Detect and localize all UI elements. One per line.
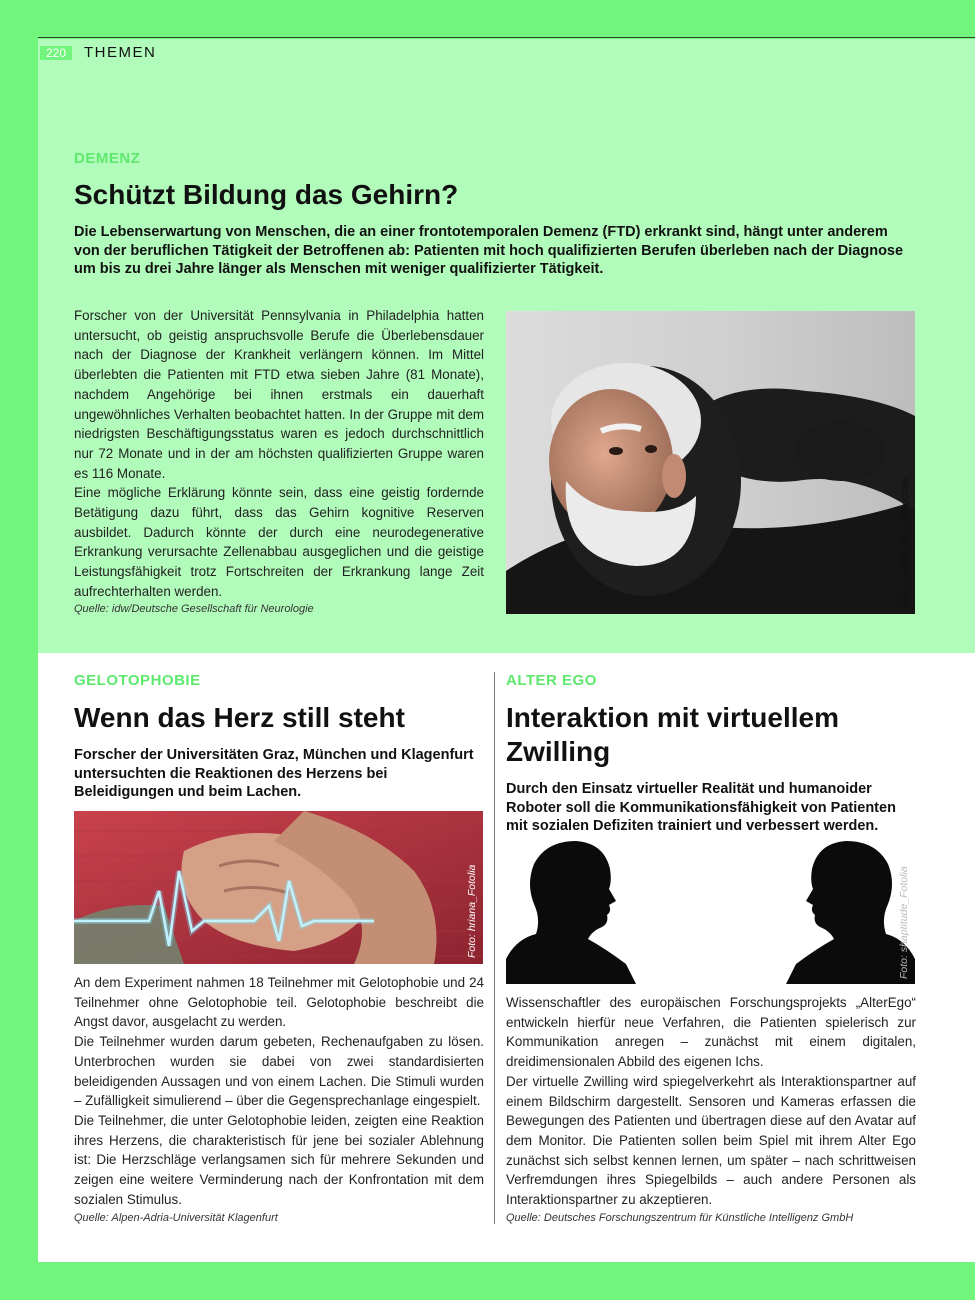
elderly-man-photo xyxy=(506,311,915,614)
body-paragraph: Eine mögliche Erklärung könnte sein, dass eine geistig fordernde Betätigung dazu führt, dass das Gehirn kognitive Reserven ausbildet. Dadurch könnte der durch eine neurodegenerative Erkrankung verursachte Zellenabbau ausgeglichen und die geistige Leistungsfähigkeit trotz Fortschreiten der Erkrankung lange Zeit aufrechterhalten werden. xyxy=(74,485,484,599)
article-kicker-alter-ego: ALTER EGO xyxy=(506,672,597,689)
article-body-alter-ego xyxy=(506,993,916,1210)
source-note-demenz: Quelle: idw/Deutsche Gesellschaft für Neurologie xyxy=(74,603,314,615)
article-lead-demenz: Die Lebenserwartung von Menschen, die an einer frontotemporalen Demenz (FTD) erkrankt sind, hängt unter anderem von der beruflichen Tätigkeit der Betroffenen ab: Patienten mit hoch qualifizierten Berufen überleben nach der Diagnose um bis zu drei Jahre länger als Menschen mit weniger qualifizierter Tätigkeit. xyxy=(74,224,904,277)
article-kicker-demenz: DEMENZ xyxy=(74,150,141,167)
silhouettes-photo xyxy=(506,839,915,984)
article-title-demenz: Schützt Bildung das Gehirn? xyxy=(74,179,459,210)
source-note-alter-ego: Quelle: Deutsches Forschungszentrum für Künstliche Intelligenz GmbH xyxy=(506,1212,854,1224)
column-divider xyxy=(494,672,495,1224)
article-title-alter-ego: Interaktion mit virtuellem Zwilling xyxy=(506,702,839,767)
elderly-man-illustration xyxy=(506,311,915,614)
article-lead-alter-ego: Durch den Einsatz virtueller Realität und humanoider Roboter soll die Kommunikationsfähigkeit von Patienten mit sozialen Defiziten trainiert und verbessert werden. xyxy=(506,781,896,834)
body-paragraph: Wissenschaftler des europäischen Forschungsprojekts „AlterEgo“ entwickeln hierfür neue Verfahren, die Patienten spielerisch zur Kommunikation anregen – zunächst mit einem digitalen, dreidimensionalen Abbild des eigenen Ichs. xyxy=(506,995,916,1070)
body-paragraph: Die Teilnehmer, die unter Gelotophobie leiden, zeigten eine Reaktion ihres Herzens, die charakteristisch für jene bei sozialer Ablehnung ist: Die Herzschläge verlangsamen sich für mehrere Sekunden und zeigen eine weitere Verminderung nach der Konfrontation mit dem sozialen Stimulus. xyxy=(74,1112,484,1207)
article-lead-gelotophobie: Forscher der Universitäten Graz, München und Klagenfurt untersuchten die Reaktionen des Herzens bei Beleidigungen und beim Lachen. xyxy=(74,747,474,800)
article-kicker-gelotophobie: GELOTOPHOBIE xyxy=(74,672,201,689)
top-margin-band xyxy=(0,0,975,38)
page-number: 220 xyxy=(40,46,72,60)
photo-credit-alter-ego: Foto: shaptitude_Fotolia xyxy=(898,866,910,979)
running-head: THEMEN xyxy=(84,44,157,61)
article-title-gelotophobie: Wenn das Herz still steht xyxy=(74,702,405,733)
body-paragraph: Forscher von der Universität Pennsylvania in Philadelphia hatten untersucht, ob geistig anspruchsvolle Berufe die Überlebensdauer nach der Diagnose der Krankheit verlängern können. Im Mittel überlebten die Patienten mit FTD etwa sieben Jahre (81 Monate), nachdem Angehörige bei ihnen erstmals ein dauerhaft ungewöhnliches Verhalten beobachtet hatten. In der Gruppe mit dem niedrigsten Beschäftigungsstatus waren es jedoch durchschnittlich nur 72 Monate und in der am höchsten qualifizierten Gruppe waren es 116 Monate. xyxy=(74,308,484,481)
body-paragraph: Die Teilnehmer wurden darum gebeten, Rechenaufgaben zu lösen. Unterbrochen wurden sie dabei von zwei standardisierten beleidigenden Aussagen und von einem Lachen. Die Stimuli wurden – Zufälligkeit simulierend – über die Gegensprechanlage eingespielt. xyxy=(74,1034,484,1109)
heart-pain-photo xyxy=(74,811,483,964)
source-note-gelotophobie: Quelle: Alpen-Adria-Universität Klagenfurt xyxy=(74,1212,278,1224)
left-margin-band xyxy=(0,0,38,1300)
body-paragraph: Der virtuelle Zwilling wird spiegelverkehrt als Interaktionspartner auf einem Bildschirm dargestellt. Sensoren und Kameras erfassen die Bewegungen des Patienten und übertragen diese auf den Avatar auf dem Monitor. Die Patienten sollen beim Spiel mit ihrem Alter Ego zunächst sich selbst kennen lernen, um später – nach schrittweisen Verfremdungen ihres Spiegelbilds – auch andere Personen als Interaktionspartner zu akzeptieren. xyxy=(506,1073,916,1208)
bottom-margin-band xyxy=(0,1262,975,1300)
article-body-demenz xyxy=(74,306,484,602)
article-body-gelotophobie xyxy=(74,973,484,1209)
photo-credit-gelotophobie: Foto: hriana_Fotolia xyxy=(466,864,478,958)
heartbeat-illustration xyxy=(74,811,483,964)
body-paragraph: An dem Experiment nahmen 18 Teilnehmer mit Gelotophobie und 24 Teilnehmer ohne Gelotophobie teil. Gelotophobie beschreibt die Angst davor, ausgelacht zu werden. xyxy=(74,975,484,1030)
facing-silhouettes-illustration xyxy=(506,839,915,984)
photo-credit-demenz: Foto: kathrin_hb_photocase xyxy=(899,477,911,608)
